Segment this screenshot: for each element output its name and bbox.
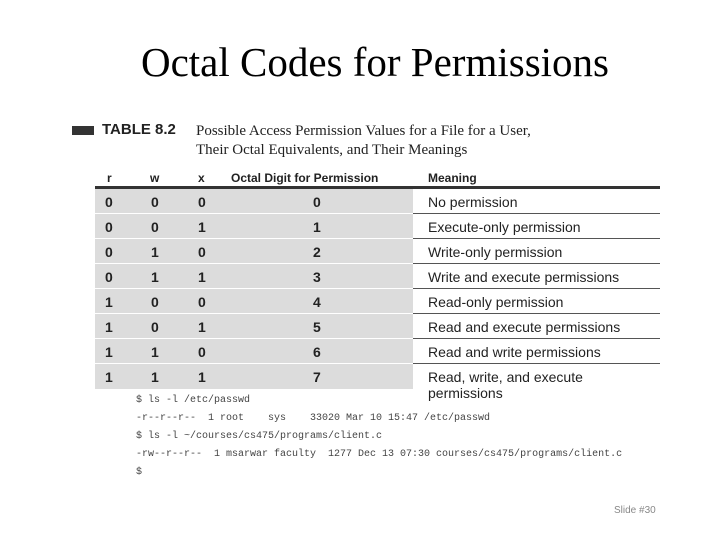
- table-row: [95, 264, 660, 289]
- table-label-marker: [72, 126, 94, 135]
- table-row: [95, 239, 660, 264]
- header-octal-digit: Octal Digit for Permission: [231, 171, 379, 185]
- header-r: r: [107, 171, 112, 185]
- cell-r: 1: [105, 369, 113, 385]
- cell-meaning: Write-only permission: [428, 244, 563, 260]
- row-shading: [95, 339, 413, 364]
- row-shading: [95, 239, 413, 264]
- terminal-line: $: [136, 467, 143, 478]
- cell-r: 0: [105, 244, 113, 260]
- cell-meaning: No permission: [428, 194, 518, 210]
- cell-x: 1: [198, 369, 206, 385]
- row-shading: [95, 289, 413, 314]
- row-shading: [95, 214, 413, 239]
- terminal-line: $ ls -l /etc/passwd: [136, 395, 251, 406]
- cell-x: 1: [198, 319, 206, 335]
- cell-w: 1: [151, 369, 159, 385]
- cell-octal: 2: [313, 244, 321, 260]
- row-shading: [95, 264, 413, 289]
- slide-title: Octal Codes for Permissions: [140, 39, 610, 85]
- cell-x: 0: [198, 344, 206, 360]
- cell-octal: 6: [313, 344, 321, 360]
- table-row: [95, 189, 660, 214]
- cell-x: 0: [198, 294, 206, 310]
- cell-octal: 0: [313, 194, 321, 210]
- table-caption-line: Possible Access Permission Values for a File for a User,: [196, 123, 531, 139]
- terminal-line: -r--r--r-- 1 root sys 33020 Mar 10 15:47 /etc/passwd: [136, 413, 491, 424]
- table-caption-line: Their Octal Equivalents, and Their Meanings: [196, 142, 468, 158]
- cell-octal: 3: [313, 269, 321, 285]
- cell-r: 1: [105, 294, 113, 310]
- cell-r: 1: [105, 319, 113, 335]
- table-row: [95, 314, 660, 339]
- cell-r: 0: [105, 219, 113, 235]
- cell-r: 0: [105, 269, 113, 285]
- cell-w: 0: [151, 319, 159, 335]
- cell-octal: 7: [313, 369, 321, 385]
- cell-meaning: Write and execute permissions: [428, 269, 620, 285]
- cell-meaning: Execute-only permission: [428, 219, 581, 235]
- table-row: [95, 214, 660, 239]
- table-caption: [196, 122, 576, 160]
- terminal-example: [136, 392, 622, 482]
- table-label: TABLE 8.2: [102, 121, 176, 138]
- table-header-row: [95, 168, 660, 189]
- cell-octal: 1: [313, 219, 321, 235]
- cell-octal: 5: [313, 319, 321, 335]
- header-x: x: [198, 171, 205, 185]
- cell-w: 1: [151, 244, 159, 260]
- slide-number: Slide #30: [614, 505, 656, 516]
- header-meaning: Meaning: [428, 171, 477, 185]
- header-w: w: [150, 171, 160, 185]
- cell-octal: 4: [313, 294, 321, 310]
- row-shading: [95, 364, 413, 389]
- table-row: [95, 289, 660, 314]
- cell-w: 0: [151, 219, 159, 235]
- table-row: [95, 339, 660, 364]
- cell-x: 0: [198, 194, 206, 210]
- cell-meaning: Read and execute permissions: [428, 319, 621, 335]
- cell-w: 1: [151, 344, 159, 360]
- terminal-line: -rw--r--r-- 1 msarwar faculty 1277 Dec 13 07:30 courses/cs475/programs/client.c: [136, 449, 623, 460]
- cell-r: 1: [105, 344, 113, 360]
- cell-r: 0: [105, 194, 113, 210]
- cell-meaning: Read and write permissions: [428, 344, 601, 360]
- cell-x: 0: [198, 244, 206, 260]
- row-shading: [95, 314, 413, 339]
- cell-w: 0: [151, 194, 159, 210]
- cell-w: 0: [151, 294, 159, 310]
- terminal-line: $ ls -l ~/courses/cs475/programs/client.c: [136, 431, 383, 442]
- cell-w: 1: [151, 269, 159, 285]
- cell-x: 1: [198, 269, 206, 285]
- cell-meaning: Read-only permission: [428, 294, 564, 310]
- cell-meaning: Read, write, and execute permissions: [428, 369, 583, 401]
- row-shading: [95, 189, 413, 214]
- cell-x: 1: [198, 219, 206, 235]
